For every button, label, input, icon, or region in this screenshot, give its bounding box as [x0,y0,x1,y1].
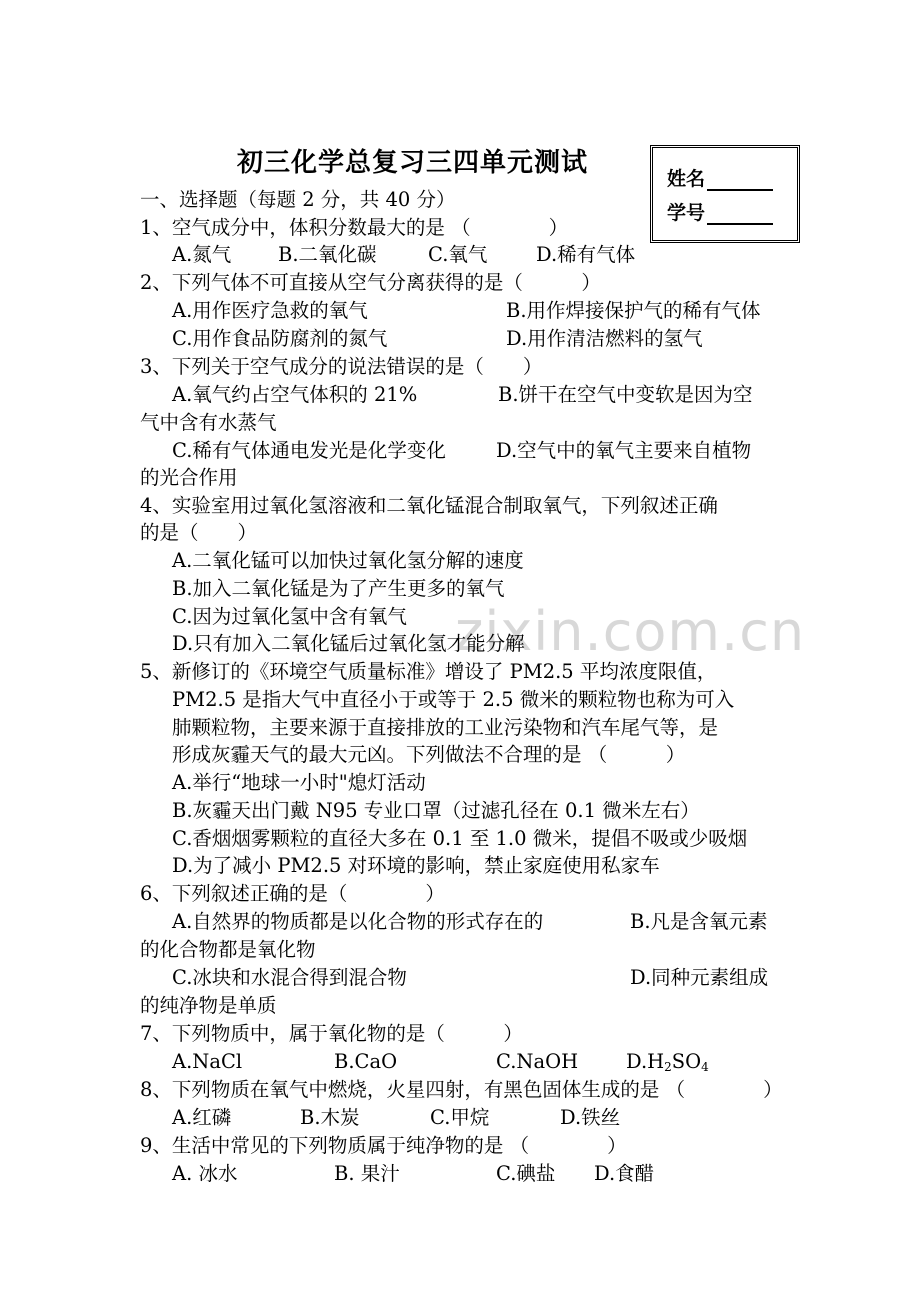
q7-d-sub1: 2 [664,1060,672,1074]
q2-option-c: C.用作食品防腐剂的氮气 [172,327,388,350]
q9-stem: 9、生活中常见的下列物质属于纯净物的是 （ ） [140,1134,627,1157]
q9-option-d: D.食醋 [594,1162,655,1185]
q7-d-prefix: D.H [626,1050,665,1073]
id-blank [707,205,773,225]
watermark: zixin.com.cn [455,600,806,663]
q2-option-d: D.用作清洁燃料的氢气 [506,327,703,350]
q5-stem-2: PM2.5 是指大气中直径小于或等于 2.5 微米的颗粒物也称为可入 [172,688,735,711]
q1-stem: 1、空气成分中，体积分数最大的是 （ ） [140,216,569,239]
q1-option-d: D.稀有气体 [536,243,636,266]
q6-stem: 6、下列叙述正确的是（ ） [140,882,445,905]
q3-option-a: A.氧气约占空气体积的 21% [172,383,418,406]
q5-option-a: A.举行“地球一小时"熄灯活动 [172,771,426,794]
id-row [667,198,773,225]
q6-option-b: B.凡是含氧元素 [630,910,768,933]
q6-option-a: A.自然界的物质都是以化合物的形式存在的 [172,910,544,933]
q1-option-a: A.氮气 [172,243,232,266]
q3-option-d: D.空气中的氧气主要来自植物 [496,439,752,462]
section-heading: 一、选择题（每题 2 分，共 40 分） [140,188,456,211]
q4-option-b: B.加入二氧化锰是为了产生更多的氧气 [172,577,505,600]
q1-option-c: C.氧气 [428,243,488,266]
q3-option-b: B.饼干在空气中变软是因为空 [498,383,753,406]
q6-option-c: C.冰块和水混合得到混合物 [172,966,407,989]
q5-option-c: C.香烟烟雾颗粒的直径大多在 0.1 至 1.0 微米，提倡不吸或少吸烟 [172,827,748,850]
q9-option-c: C.碘盐 [496,1162,556,1185]
q8-option-d: D.铁丝 [560,1106,621,1129]
q5-stem-4: 形成灰霾天气的最大元凶。下列做法不合理的是 （ ） [172,743,686,766]
q8-option-c: C.甲烷 [430,1106,490,1129]
id-label: 学号 [667,202,706,224]
q9-option-a: A. 冰水 [172,1162,238,1185]
q3-option-b-cont: 气中含有水蒸气 [140,411,277,434]
page-title: 初三化学总复习三四单元测试 [237,148,589,178]
q2-option-b: B.用作焊接保护气的稀有气体 [506,299,761,322]
q4-option-c: C.因为过氧化氢中含有氧气 [172,605,407,628]
name-blank [707,171,773,191]
q3-option-d-cont: 的光合作用 [140,466,238,489]
q4-option-d: D.只有加入二氧化锰后过氧化氢才能分解 [172,632,525,655]
q1-option-b: B.二氧化碳 [278,243,377,266]
q4-stem: 4、实验室用过氧化氢溶液和二氧化锰混合制取氧气，下列叙述正确 [140,494,718,517]
q5-option-d: D.为了减小 PM2.5 对环境的影响，禁止家庭使用私家车 [172,854,660,877]
q8-option-a: A.红磷 [172,1106,232,1129]
q7-option-a: A.NaCl [172,1050,243,1073]
q5-stem-3: 肺颗粒物，主要来源于直接排放的工业污染物和汽车尾气等，是 [172,716,719,739]
q7-option-b: B.CaO [334,1050,398,1073]
q6-option-b-cont: 的化合物都是氧化物 [140,938,316,961]
q5-stem: 5、新修订的《环境空气质量标准》增设了 PM2.5 平均浓度限值， [140,660,717,683]
q5-option-b: B.灰霾天出门戴 N95 专业口罩（过滤孔径在 0.1 微米左右） [172,799,700,822]
q7-option-d [626,1049,709,1075]
q7-d-sub2: 4 [701,1060,709,1074]
name-row [667,164,773,191]
q9-option-b: B. 果汁 [334,1162,400,1185]
q7-stem: 7、下列物质中，属于氧化物的是（ ） [140,1022,523,1045]
q4-stem-cont: 的是（ ） [140,521,258,544]
name-label: 姓名 [667,168,706,190]
q7-d-mid: SO [671,1050,702,1073]
q3-option-c: C.稀有气体通电发光是化学变化 [172,439,446,462]
q2-option-a: A.用作医疗急救的氧气 [172,299,368,322]
student-info-box [650,145,800,243]
q2-stem: 2、下列气体不可直接从空气分离获得的是（ ） [140,271,601,294]
q8-stem: 8、下列物质在氧气中燃烧，火星四射，有黑色固体生成的是 （ ） [140,1078,783,1101]
q3-stem: 3、下列关于空气成分的说法错误的是（ ） [140,355,543,378]
q6-option-d-cont: 的纯净物是单质 [140,994,277,1017]
q6-option-d: D.同种元素组成 [630,966,769,989]
q8-option-b: B.木炭 [300,1106,360,1129]
q4-option-a: A.二氧化锰可以加快过氧化氢分解的速度 [172,549,524,572]
q7-option-c: C.NaOH [496,1050,579,1073]
